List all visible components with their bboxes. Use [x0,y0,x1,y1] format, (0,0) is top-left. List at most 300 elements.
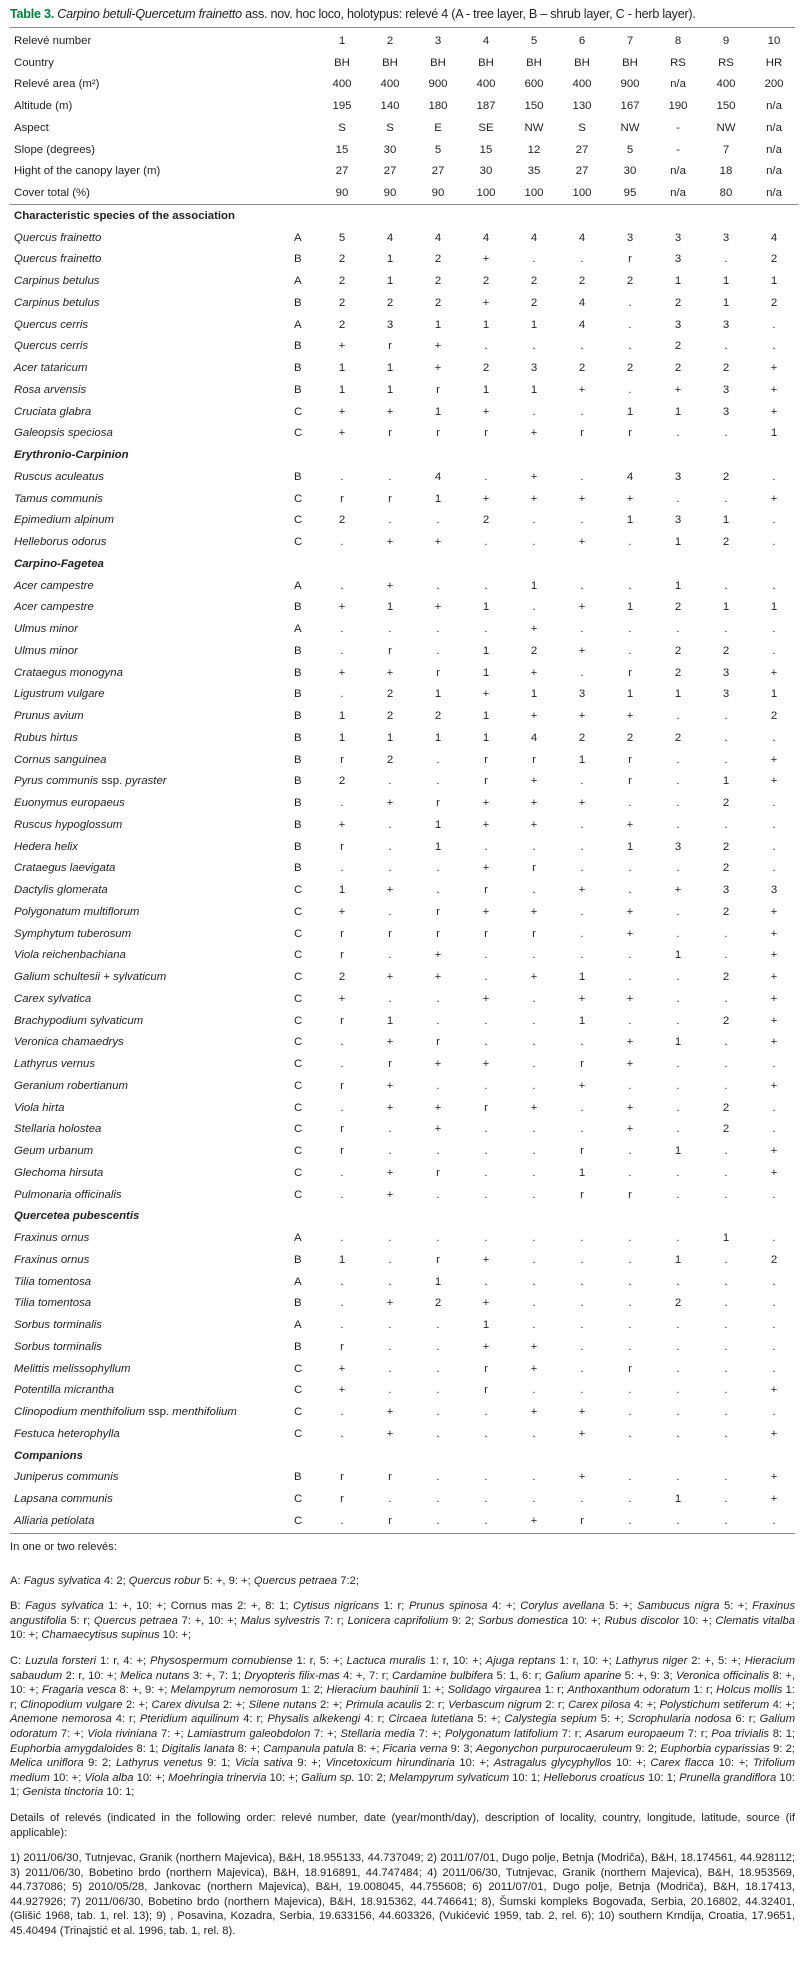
cover-value: . [580,1101,584,1114]
species-name [10,749,294,771]
species-row [10,1184,798,1206]
cover-value: + [338,905,346,918]
cover-value: . [580,470,584,483]
species-name [10,662,294,684]
cover-value: . [436,1471,440,1484]
cover-value: r [628,775,632,788]
cover-value: + [770,1427,778,1440]
cover-value: . [676,492,680,505]
cover-value: + [338,405,346,418]
layer-code: A [294,275,302,288]
cover-value: . [340,862,344,875]
cover-value: 2 [578,731,586,744]
cover-value: r [340,492,344,505]
layer-code: C [294,1514,303,1527]
header-value: 90 [414,182,462,204]
layer-code: B [294,1471,302,1484]
header-value: 187 [476,100,496,113]
header-value: 900 [428,78,448,91]
note-text: 4: r; [111,1713,140,1726]
cover-value: 2 [626,362,634,375]
header-value: 8 [674,34,682,47]
cover-value: r [340,1471,344,1484]
species-ref: Primula acaulis [345,1698,422,1711]
details-intro: Details of relevés (indicated in the following order: relevé number, date (year/month/day), description of locality, country, longitude, latitude, source (if applicable): [10,1811,795,1839]
cover-value: + [482,296,490,309]
cover-value: 2 [386,753,394,766]
species-ref: Galium aparine [545,1669,622,1682]
note-text: 2: r; [421,1698,449,1711]
subspecies-marker: ssp. [145,1406,173,1419]
cover-value: . [724,1493,728,1506]
cover-value: 2 [674,601,682,614]
cover-value: 2 [578,362,586,375]
species-name-text: Carex sylvatica [14,992,92,1005]
note-text: 10: 1; [644,1771,680,1784]
cover-value: . [724,1297,728,1310]
cover-value: 1 [578,1014,586,1027]
species-ref: Asarum europaeum [585,1727,685,1740]
layer-code: C [294,905,303,918]
cover-value: r [628,1188,632,1201]
species-name-text: Acer tataricum [14,362,88,375]
cover-value: + [434,971,442,984]
layer-code: C [294,1123,303,1136]
species-name [10,401,294,423]
cover-value: + [482,992,490,1005]
cover-value: . [484,949,488,962]
cover-value: 2 [482,362,490,375]
cover-value: . [388,949,392,962]
cover-value: . [388,1384,392,1397]
cover-value: . [532,1079,536,1092]
cover-value: . [388,470,392,483]
layer-code: C [294,1079,303,1092]
cover-value: . [388,1275,392,1288]
cover-value: + [386,1079,394,1092]
cover-value: . [388,818,392,831]
cover-value: 2 [338,775,346,788]
layer-code: C [294,1036,303,1049]
cover-value: . [388,623,392,636]
cover-value: . [436,775,440,788]
species-name [10,1401,294,1423]
cover-value: 2 [674,1297,682,1310]
note-text: 5: +, 9: 3; [621,1669,676,1682]
species-name [10,1510,294,1532]
cover-value: + [770,1014,778,1027]
species-name-text: Festuca heterophylla [14,1427,120,1440]
cover-value: + [482,862,490,875]
cover-value: 4 [770,231,778,244]
cover-value: + [626,1036,634,1049]
cover-value: 3 [674,470,682,483]
cover-value: 2 [482,514,490,527]
note-text: 2: r; [541,1698,569,1711]
cover-value: . [484,1406,488,1419]
cover-value: 1 [578,1166,586,1179]
cover-value: . [628,797,632,810]
cover-value: 2 [722,840,730,853]
cover-value: . [436,1384,440,1397]
cover-value: . [724,1384,728,1397]
cover-value: . [580,514,584,527]
species-row [10,749,798,771]
cover-value: + [386,884,394,897]
cover-value: . [484,1014,488,1027]
species-ref: Veronica officinalis [676,1669,770,1682]
species-name-text: Helleborus odorus [14,536,107,549]
species-ref: Dryopteris filix-mas [244,1669,340,1682]
species-name-text: Acer campestre [14,579,94,592]
cover-value: . [532,1232,536,1245]
cover-value: . [340,1427,344,1440]
species-name-text: Symphytum tuberosum [14,927,132,940]
species-row [10,379,798,401]
species-ref: Anthoxanthum odoratum [567,1684,691,1697]
species-name [10,336,294,358]
header-value: - [676,121,680,134]
cover-value: + [386,1101,394,1114]
species-ref: Fagus sylvatica [23,1574,101,1587]
layer-code: B [294,840,302,853]
layer-code: A [294,318,302,331]
species-name-text: Dactylis glomerata [14,884,108,897]
layer-code: A [294,1232,302,1245]
note-text: 4: r; [360,1713,389,1726]
species-row [10,1010,798,1032]
species-name-text: Carpinus betulus [14,296,100,309]
layer-code: C [294,514,303,527]
cover-value: . [628,1166,632,1179]
cover-value: + [338,340,346,353]
cover-value: 2 [674,340,682,353]
cover-value: r [580,1058,584,1071]
cover-value: 2 [338,275,346,288]
cover-value: + [626,818,634,831]
header-value: NW [716,121,736,134]
cover-value: + [578,383,586,396]
cover-value: + [434,949,442,962]
cover-value: . [580,1319,584,1332]
cover-value: . [484,1232,488,1245]
cover-value: 1 [386,275,394,288]
cover-value: . [772,818,776,831]
cover-value: . [580,666,584,679]
cover-value: . [532,536,536,549]
cover-value: r [340,1493,344,1506]
cover-value: . [676,1275,680,1288]
cover-value: 4 [386,231,394,244]
species-ref: Genista tinctoria [22,1786,104,1799]
cover-value: r [388,1514,392,1527]
cover-value: . [580,818,584,831]
cover-value: . [340,1514,344,1527]
species-row [10,684,798,706]
note-text: 5: +, 9: +; [200,1574,254,1587]
cover-value: . [724,579,728,592]
header-value: BH [526,56,542,69]
cover-value: 1 [386,383,394,396]
cover-value: . [340,1101,344,1114]
header-value: 30 [479,165,493,178]
layer-code: B [294,470,302,483]
cover-value: + [770,927,778,940]
species-name-text: Stellaria holostea [14,1123,102,1136]
layer-code: C [294,405,303,418]
note-text: 8: +; [234,1742,264,1755]
cover-value: . [676,1123,680,1136]
species-name-text: Tilia tomentosa [14,1297,92,1310]
species-name-text: Geum urbanum [14,1145,94,1158]
note-text: 7: +; [310,1727,341,1740]
species-name-text: Carpinus betulus [14,275,100,288]
note-text: 7: +, 10: +; [177,1614,241,1627]
cover-value: 2 [722,797,730,810]
cover-value: r [628,1362,632,1375]
species-ref: Prunus spinosa [408,1600,488,1613]
species-row [10,336,798,358]
cover-value: . [532,253,536,266]
cover-value: + [386,1406,394,1419]
species-name-text: Rubus hirtus [14,731,78,744]
table-label: Table 3. [10,7,54,21]
cover-value: . [628,1079,632,1092]
cover-value: . [388,1232,392,1245]
cover-value: 2 [530,275,538,288]
note-text: 8: +, 10: +; [10,1669,796,1697]
cover-value: . [580,579,584,592]
species-name [10,270,294,292]
cover-value: 2 [674,731,682,744]
note-text: 1: +, 10: +; Cornus mas 2: +, 8: 1; [103,1600,294,1613]
cover-value: r [340,753,344,766]
cover-value: 1 [530,579,538,592]
layer-code: C [294,1362,303,1375]
species-name [10,618,294,640]
species-name [10,466,294,488]
species-row [10,771,798,793]
note-text: 1: r, 10: +; [425,1654,486,1667]
note-text: 10: +; [714,1757,753,1770]
cover-value: + [578,601,586,614]
cover-value: 2 [722,644,730,657]
header-value: 7 [722,143,730,156]
cover-value: . [772,1058,776,1071]
cover-value: . [724,1362,728,1375]
cover-value: . [724,623,728,636]
cover-value: . [676,1166,680,1179]
species-name-text: Alliaria petiolata [14,1514,95,1527]
header-value: 1 [338,34,346,47]
header-value: 30 [623,165,637,178]
species-ref: Silene nutans [248,1698,317,1711]
cover-value: . [340,623,344,636]
cover-value: 1 [626,405,634,418]
note-text: 2: +; [122,1698,152,1711]
species-ref: Vincetoxicum hirundinaria [325,1757,455,1770]
cover-value: r [484,927,488,940]
species-ref: Galium odoratum [10,1713,796,1740]
cover-value: r [436,383,440,396]
species-name [10,814,294,836]
species-ref: Ajuga reptans [485,1654,556,1667]
cover-value: 2 [674,644,682,657]
cover-value: . [772,536,776,549]
header-value: E [434,121,442,134]
note-text: 9: 2; [83,1757,116,1770]
header-label: Altitude (m) [14,100,73,113]
cover-value: + [770,775,778,788]
note-text: B: [10,1600,26,1613]
cover-value: 3 [674,318,682,331]
header-value: 27 [431,165,445,178]
species-row [10,1380,798,1402]
cover-value: + [434,362,442,375]
layer-code: B [294,383,302,396]
cover-value: + [578,1079,586,1092]
species-row [10,531,798,553]
cover-value: . [676,1101,680,1114]
species-name [10,1053,294,1075]
cover-value: 2 [722,470,730,483]
cover-value: + [530,427,538,440]
layer-code: A [294,231,302,244]
cover-value: . [340,1232,344,1245]
cover-value: . [580,1297,584,1310]
cover-value: 1 [338,1253,346,1266]
cover-value: . [484,1493,488,1506]
cover-value: . [484,536,488,549]
cover-value: + [770,362,778,375]
species-name [10,597,294,619]
cover-value: + [338,818,346,831]
notes-intro: In one or two relevés: [10,1541,117,1553]
cover-value: 1 [626,840,634,853]
header-value: 27 [335,165,349,178]
note-text: 10: +; [454,1757,494,1770]
cover-value: 1 [770,427,778,440]
note-text: 7:2; [337,1574,359,1587]
cover-value: . [484,840,488,853]
cover-value: 2 [530,296,538,309]
note-text: 1: r; [690,1684,717,1697]
species-row [10,1140,798,1162]
cover-value: r [388,427,392,440]
cover-value: . [436,992,440,1005]
species-name-text: Fraxinus ornus [14,1232,90,1245]
cover-value: 3 [674,514,682,527]
note-text: 1: +; [418,1684,448,1697]
species-name-text: Glechoma hirsuta [14,1166,104,1179]
species-name-text: Euonymus europaeus [14,797,125,810]
header-value: BH [334,56,350,69]
species-ref: Melica uniflora [10,1757,84,1770]
cover-value: . [436,1493,440,1506]
cover-value: . [724,1188,728,1201]
cover-value: . [340,1406,344,1419]
species-name-text: Crataegus laevigata [14,862,116,875]
layer-cell [294,30,318,52]
species-name [10,923,294,945]
species-ref: Malus sylvestris [240,1614,321,1627]
cover-value: . [436,1079,440,1092]
species-row [10,1358,798,1380]
layer-code: B [294,296,302,309]
section-header [10,1206,798,1228]
cover-value: + [386,1166,394,1179]
species-ref: Rubus discolor [604,1614,680,1627]
note-text: 10: 1; [509,1771,544,1784]
cover-value: . [676,753,680,766]
cover-value: . [388,1123,392,1136]
cover-value: + [530,818,538,831]
header-value: 5 [626,143,634,156]
header-value: 150 [716,100,736,113]
cover-value: + [530,1340,538,1353]
cover-value: . [676,623,680,636]
header-value: 80 [702,182,750,204]
species-name [10,945,294,967]
cover-value: . [628,340,632,353]
layer-cell [294,182,318,204]
note-text: 10: +; [49,1771,85,1784]
cover-value: . [388,1493,392,1506]
cover-value: 1 [626,514,634,527]
layer-code: C [294,536,303,549]
cover-value: . [676,1232,680,1245]
species-ref: Euphorbia amygdaloides [10,1742,134,1755]
cover-value: + [770,383,778,396]
species-name-text: Quercus frainetto [14,253,102,266]
note-text: 9: +; [292,1757,326,1770]
cover-value: r [580,1188,584,1201]
header-row [10,139,798,161]
cover-value: + [770,1166,778,1179]
cover-value: . [628,1014,632,1027]
note-text: 5: +; [596,1713,628,1726]
species-name [10,727,294,749]
cover-value: . [628,318,632,331]
cover-value: . [724,753,728,766]
cover-value: . [388,514,392,527]
cover-value: 2 [338,296,346,309]
species-name [10,227,294,249]
species-name [10,1380,294,1402]
cover-value: + [482,818,490,831]
cover-value: . [628,579,632,592]
cover-value: + [482,492,490,505]
cover-value: . [724,340,728,353]
species-name [10,858,294,880]
cover-value: . [580,775,584,788]
layer-code: B [294,340,302,353]
cover-value: . [724,1036,728,1049]
cover-value: . [340,1297,344,1310]
note-text: 10: +; [611,1757,651,1770]
species-name [10,1358,294,1380]
cover-value: . [580,905,584,918]
subspecies-name: pyraster [125,775,167,788]
cover-value: . [772,470,776,483]
header-value: S [338,121,346,134]
cover-value: . [724,1079,728,1092]
species-row [10,1075,798,1097]
cover-value: . [388,1340,392,1353]
layer-code: C [294,427,303,440]
cover-value: + [434,340,442,353]
cover-value: . [628,644,632,657]
